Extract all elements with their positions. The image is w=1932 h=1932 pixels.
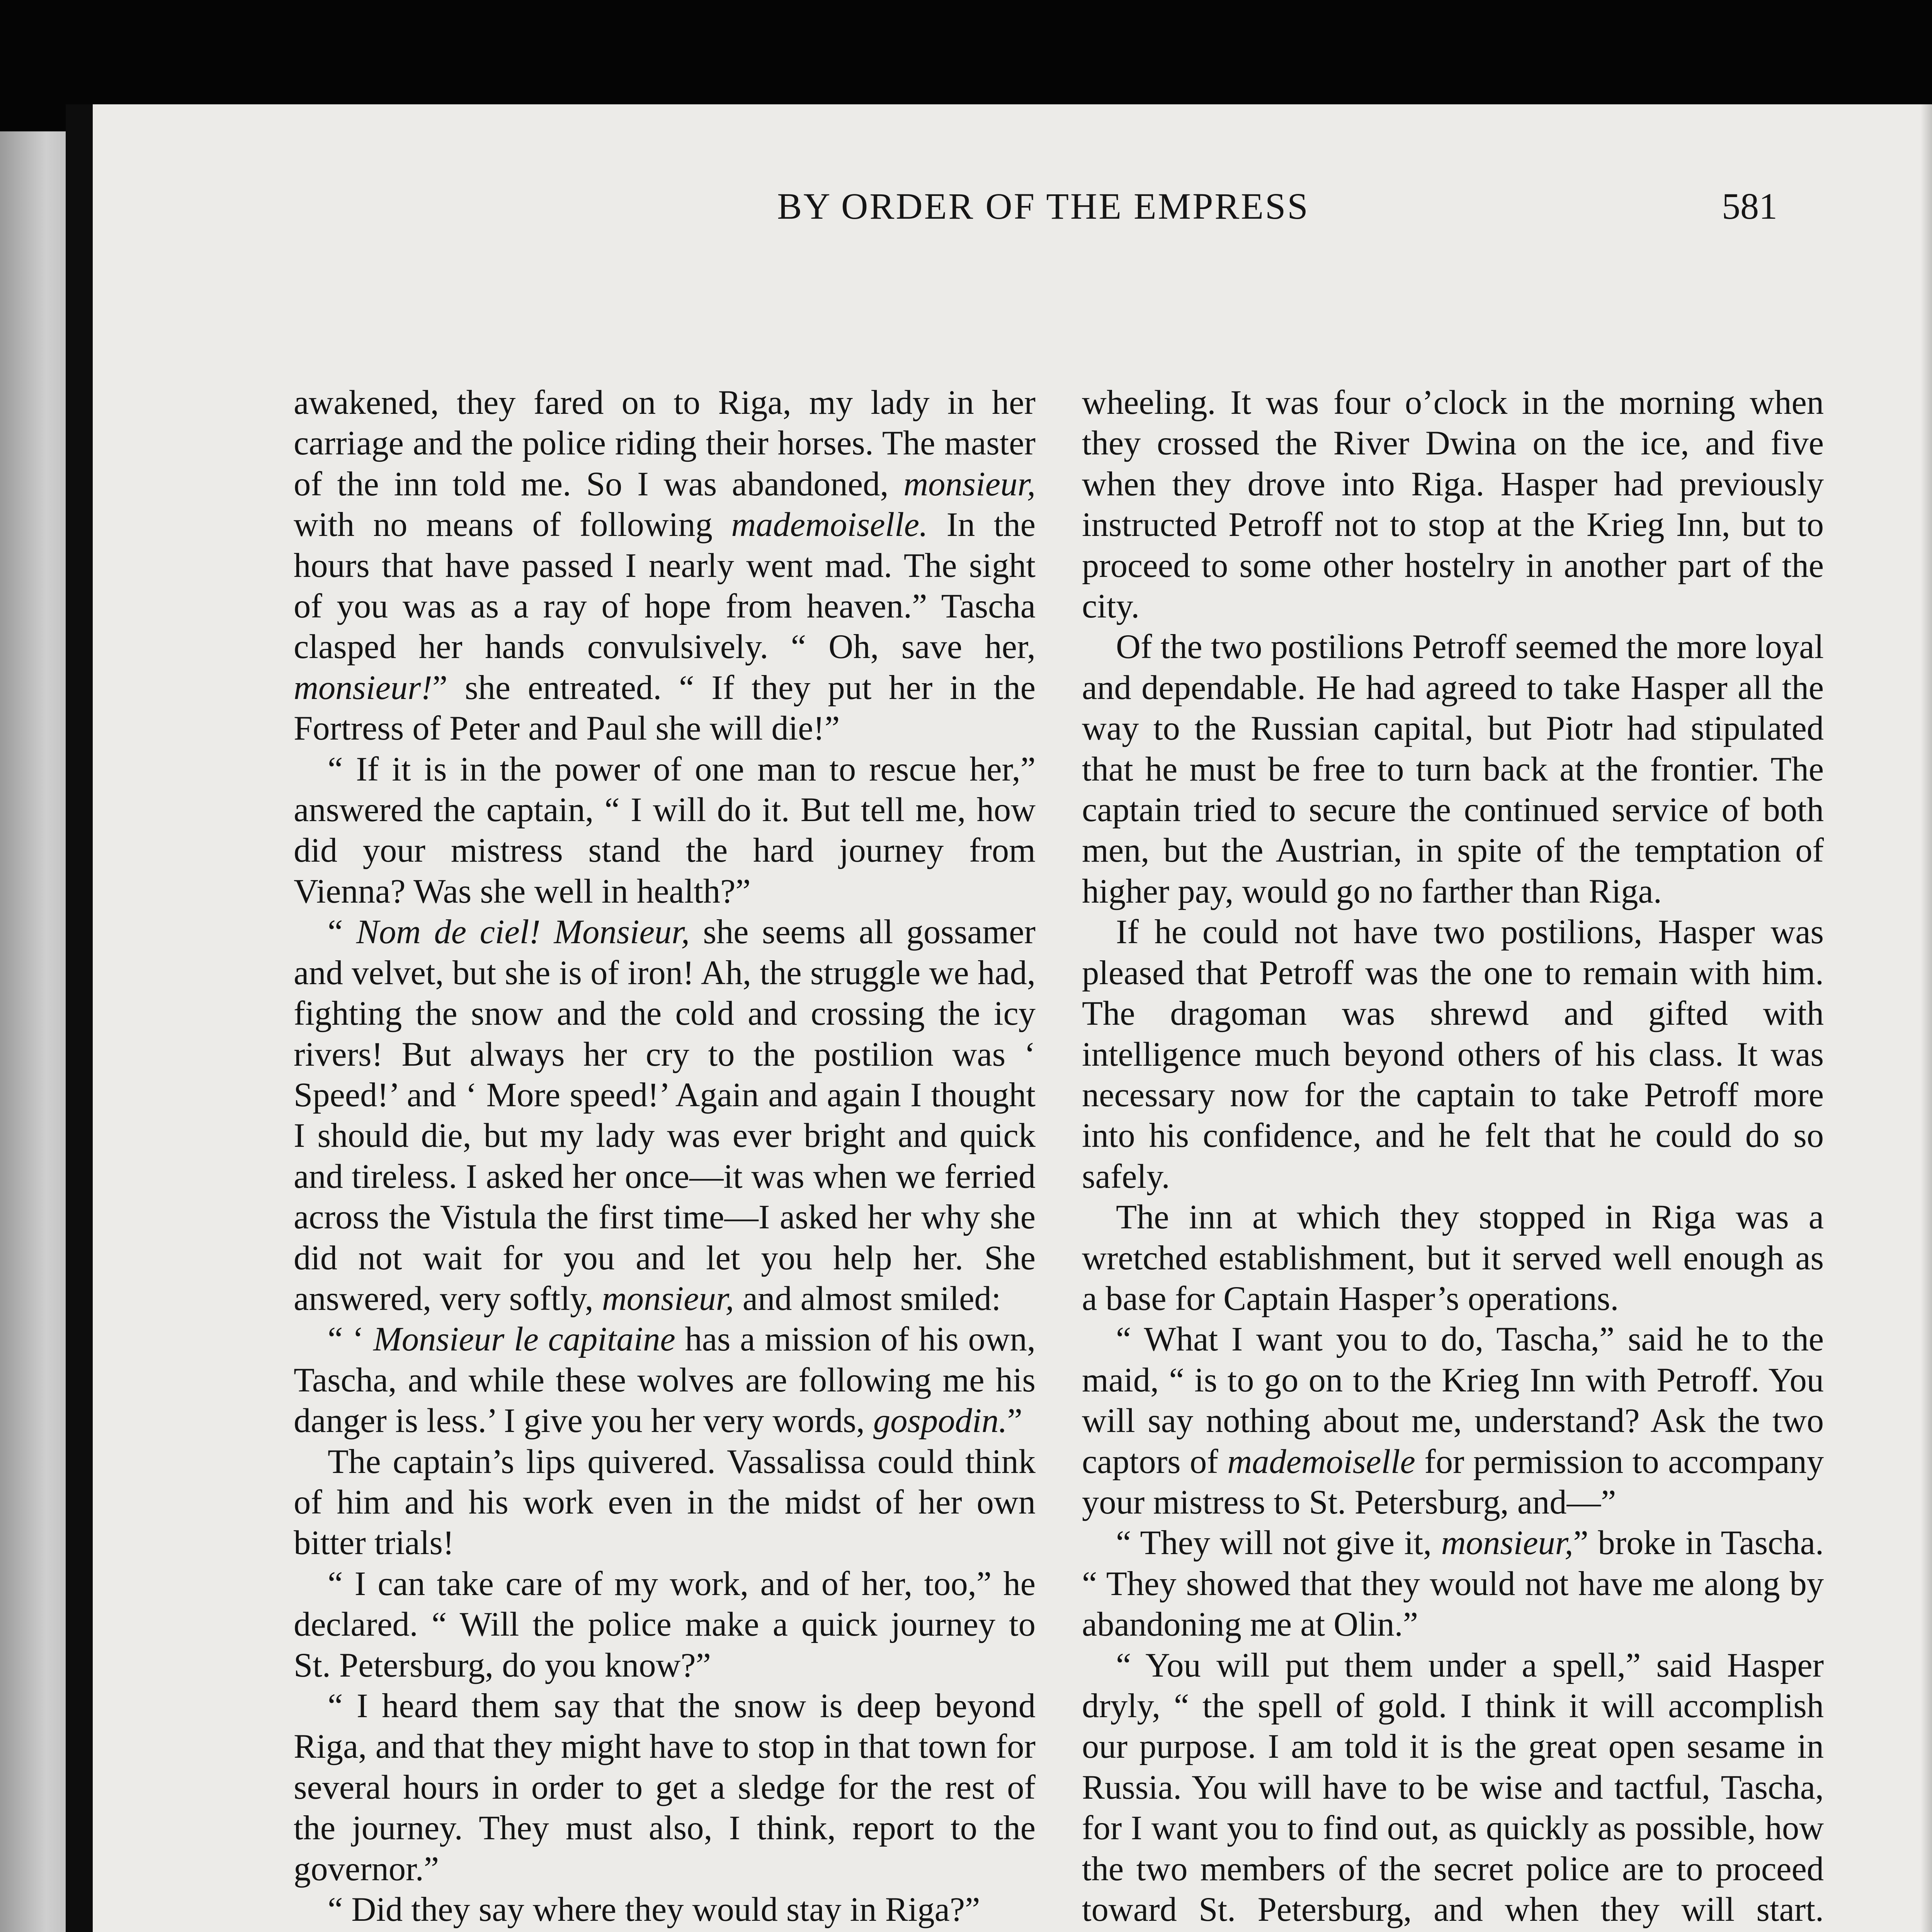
italic-text: mademoiselle bbox=[1227, 1442, 1415, 1481]
paragraph bbox=[294, 1319, 1036, 1441]
text-run: ” she entreated. “ If they put her in the Fortress of Peter and Paul she will die!” bbox=[294, 668, 1036, 748]
italic-text: monsieur, bbox=[602, 1279, 734, 1318]
italic-text: monsieur, bbox=[903, 465, 1036, 503]
text-run: “ I heard them say that the snow is deep beyond Riga, and that they might have to stop in that town for several hours in order to get a sledge for the rest of the journey. They must also, I think, report to the governor.” bbox=[294, 1687, 1036, 1888]
running-title: BY ORDER OF THE EMPRESS bbox=[777, 185, 1310, 227]
text-run: wheeling. It was four o’clock in the morning when they crossed the River Dwina on the ice, and five when they drove into Riga. Hasper had previously instructed Petroff not to stop at the Krieg Inn, but to proceed to some other hostelry in another part of the city. bbox=[1082, 384, 1824, 626]
text-column-right bbox=[1082, 383, 1824, 1932]
text-run: ” bbox=[1007, 1402, 1022, 1440]
text-column-left bbox=[294, 383, 1036, 1932]
paragraph bbox=[1082, 1645, 1824, 1932]
paragraph bbox=[294, 1442, 1036, 1564]
paragraph bbox=[1082, 912, 1824, 1197]
italic-text: monsieur, bbox=[1441, 1524, 1573, 1562]
text-run: “ I can take care of my work, and of her, too,” he declared. “ Will the police make a quick journey to St. Petersburg, do you know?” bbox=[294, 1565, 1036, 1684]
paragraph bbox=[1082, 627, 1824, 912]
page-gutter-shadow bbox=[1920, 104, 1932, 1932]
text-run: Of the two postilions Petroff seemed the more loyal and dependable. He had agreed to take Hasper all the way to the Russian capital, but Piotr had stipulated that he must be free to turn back at the frontier. The captain tried to secure the continued service of both men, but the Austrian, in spite of the temptation of higher pay, would go no farther than Riga. bbox=[1082, 628, 1824, 910]
paragraph bbox=[1082, 1523, 1824, 1645]
text-run: awakened, they fared on to Riga, my lady in her carriage and the police riding their horses. The master of the inn told me. So I was abandoned, bbox=[294, 384, 1036, 503]
paragraph bbox=[294, 1930, 1036, 1932]
text-run: and almost smiled: bbox=[734, 1279, 1001, 1318]
text-run: In the hours that have passed I nearly went mad. The sight of you was as a ray of hope from heaven.” Tascha clasped her hands convulsively. “ Oh, save her, bbox=[294, 506, 1036, 666]
paragraph bbox=[1082, 383, 1824, 627]
text-run: “ ‘ bbox=[328, 1320, 374, 1359]
text-run: for permission to accompany your mistress to St. Petersburg, and—” bbox=[1082, 1442, 1824, 1521]
paragraph bbox=[294, 1686, 1036, 1889]
paragraph bbox=[1082, 1197, 1824, 1319]
text-run: “ Did they say where they would stay in Riga?” bbox=[328, 1891, 980, 1929]
text-run: “ What I want you to do, Tascha,” said he to the maid, “ is to go on to the Krieg Inn with Petroff. You will say nothing about me, understand? Ask the two captors of bbox=[1082, 1320, 1824, 1481]
text-run: “ bbox=[328, 913, 356, 951]
paragraph bbox=[294, 1889, 1036, 1930]
paragraph bbox=[294, 912, 1036, 1319]
italic-text: Monsieur le capitaine bbox=[373, 1320, 675, 1359]
page-number: 581 bbox=[1722, 185, 1777, 227]
text-run: she seems all gossamer and velvet, but she is of iron! Ah, the struggle we had, fighting the snow and the cold and crossing the icy rivers! But always her cry to the postilion was ‘ Speed!’ and ‘ More speed!’ Again and again I thought I should die, but my lady was ever bright and quick and tireless. I asked her once—it was when we ferried across the Vistula the first time—I asked her why she did not wait for you and let you help her. She answered, very softly, bbox=[294, 913, 1036, 1318]
text-run: “ If it is in the power of one man to rescue her,” answered the captain, “ I will do it. But tell me, how did your mistress stand the hard journey from Vienna? Was she well in health?” bbox=[294, 750, 1036, 910]
text-run: The captain’s lips quivered. Vassalissa could think of him and his work even in the midst of her own bitter trials! bbox=[294, 1442, 1036, 1562]
paragraph bbox=[1082, 1319, 1824, 1523]
text-run: has a mission of his own, Tascha, and while these wolves are following me his danger is less.’ I give you her very words, bbox=[294, 1320, 1036, 1440]
text-run: with no means of following bbox=[294, 506, 731, 544]
text-run: The inn at which they stopped in Riga was a wretched establishment, but it served well enough as a base for Captain Hasper’s operations. bbox=[1082, 1198, 1824, 1318]
italic-text: monsieur! bbox=[294, 668, 432, 707]
paragraph bbox=[294, 1564, 1036, 1686]
text-run: ” broke in Tascha. “ They showed that they would not have me along by abandoning me at Olin.” bbox=[1082, 1524, 1824, 1644]
text-run: “ They will not give it, bbox=[1116, 1524, 1441, 1562]
italic-text: gospodin. bbox=[873, 1402, 1007, 1440]
paragraph bbox=[294, 749, 1036, 912]
text-run: “ You will put them under a spell,” said Hasper dryly, “ the spell of gold. I think it will accomplish our purpose. I am told it is the great open sesame in Russia. You will have to be wise and tactful, Tascha, for I want you to find out, as quickly as possible, how the two members of the secret police are to proceed toward St. Petersburg, and when they will start. bbox=[1082, 1646, 1824, 1929]
text-run: If he could not have two postilions, Hasper was pleased that Petroff was the one to remain with him. The dragoman was shrewd and gifted with intelligence much beyond others of his class. It was necessary now for the captain to take Petroff more into his confidence, and he felt that he could do so safely. bbox=[1082, 913, 1824, 1196]
italic-text: Nom de ciel! Monsieur, bbox=[356, 913, 690, 951]
paragraph bbox=[294, 383, 1036, 749]
italic-text: mademoiselle. bbox=[731, 506, 928, 544]
